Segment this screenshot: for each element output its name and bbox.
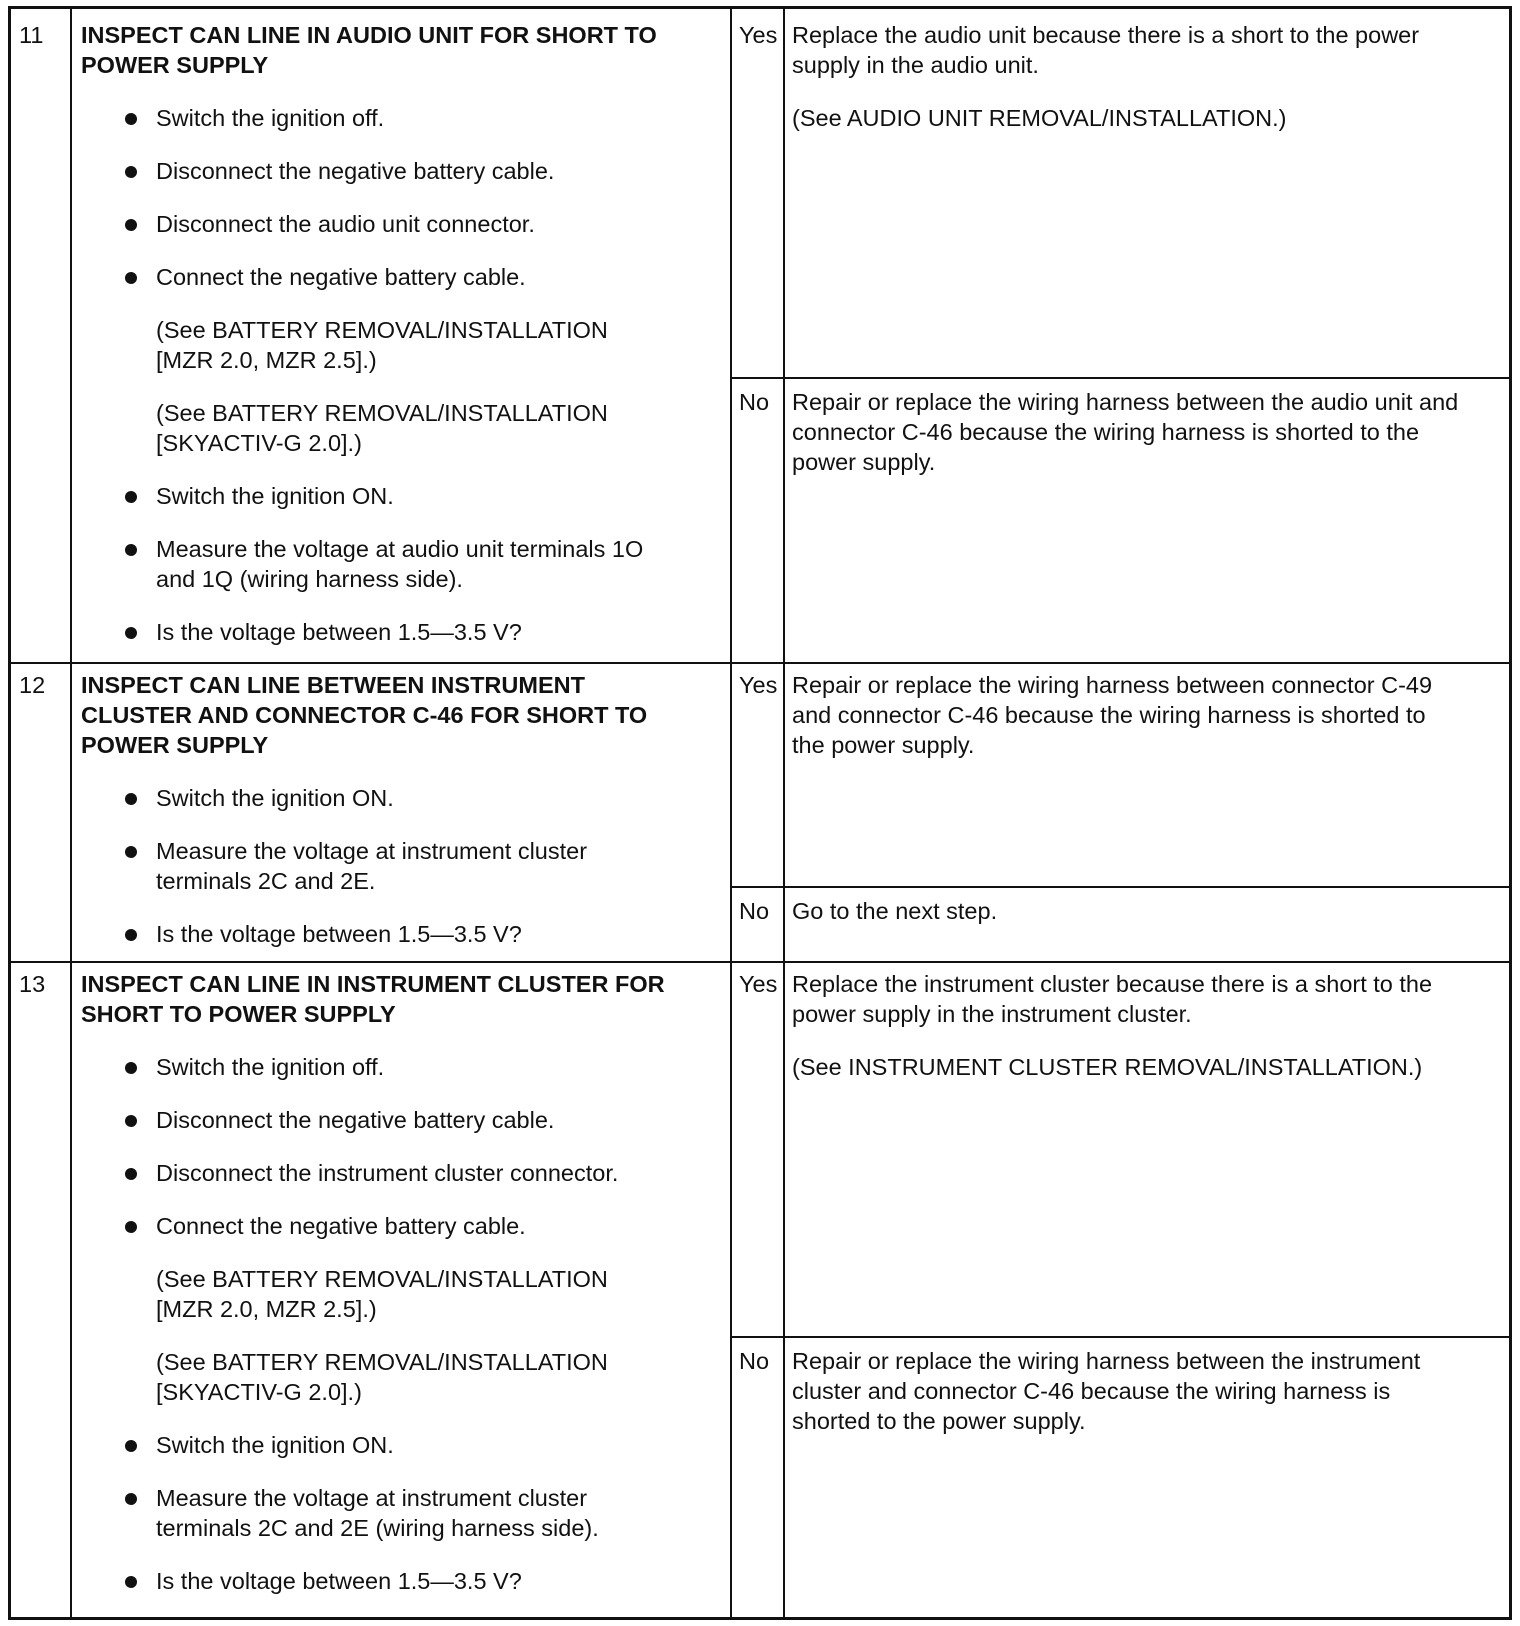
- step-title: INSPECT CAN LINE IN AUDIO UNIT FOR SHORT TO: [81, 22, 657, 48]
- step-number: 12: [19, 672, 46, 698]
- bullet-icon: [125, 1062, 137, 1074]
- step-title: POWER SUPPLY: [81, 732, 269, 758]
- reference-note: (See BATTERY REMOVAL/INSTALLATION: [156, 1266, 608, 1292]
- bullet-icon: [125, 219, 137, 231]
- bullet-icon: [125, 627, 137, 639]
- no-label: No: [739, 898, 770, 924]
- action-item: Measure the voltage at audio unit terminals 1O: [156, 536, 644, 562]
- no-result-text: power supply.: [792, 449, 936, 475]
- step-number: 13: [19, 971, 46, 997]
- bullet-icon: [125, 1221, 137, 1233]
- yes-label: Yes: [739, 971, 778, 997]
- no-label: No: [739, 389, 770, 415]
- action-item: and 1Q (wiring harness side).: [156, 566, 463, 592]
- step-title: POWER SUPPLY: [81, 52, 269, 78]
- bullet-icon: [125, 846, 137, 858]
- action-item: Is the voltage between 1.5—3.5 V?: [156, 921, 522, 947]
- bullet-icon: [125, 1115, 137, 1127]
- yes-no-divider: [730, 377, 1509, 379]
- action-item: Disconnect the negative battery cable.: [156, 1107, 555, 1133]
- step-divider-1: [11, 662, 1509, 664]
- yes-result-text: power supply in the instrument cluster.: [792, 1001, 1192, 1027]
- action-item: terminals 2C and 2E.: [156, 868, 376, 894]
- bullet-icon: [125, 929, 137, 941]
- no-result-text: connector C-46 because the wiring harness is shorted to the: [792, 419, 1420, 445]
- action-item: Switch the ignition ON.: [156, 483, 394, 509]
- yes-no-divider: [730, 1336, 1509, 1338]
- yes-result-text: and connector C-46 because the wiring harness is shorted to: [792, 702, 1426, 728]
- action-item: Switch the ignition off.: [156, 1054, 385, 1080]
- no-result-text: cluster and connector C-46 because the wiring harness is: [792, 1378, 1391, 1404]
- yes-result-text: Replace the audio unit because there is a short to the power: [792, 22, 1420, 48]
- yes-result-text: (See INSTRUMENT CLUSTER REMOVAL/INSTALLATION.): [792, 1054, 1423, 1080]
- bullet-icon: [125, 1576, 137, 1588]
- no-result-text: Repair or replace the wiring harness between the audio unit and: [792, 389, 1459, 415]
- action-item: Connect the negative battery cable.: [156, 264, 526, 290]
- action-item: Disconnect the instrument cluster connector.: [156, 1160, 619, 1186]
- reference-note: [SKYACTIV-G 2.0].): [156, 430, 362, 456]
- column-divider-number: [70, 9, 72, 1617]
- bullet-icon: [125, 1440, 137, 1452]
- reference-note: (See BATTERY REMOVAL/INSTALLATION: [156, 1349, 608, 1375]
- action-item: terminals 2C and 2E (wiring harness side).: [156, 1515, 599, 1541]
- reference-note: [MZR 2.0, MZR 2.5].): [156, 1296, 377, 1322]
- action-item: Is the voltage between 1.5—3.5 V?: [156, 619, 522, 645]
- diagnostic-procedure-table: [8, 6, 1512, 1620]
- bullet-icon: [125, 166, 137, 178]
- action-item: Is the voltage between 1.5—3.5 V?: [156, 1568, 522, 1594]
- yes-label: Yes: [739, 22, 778, 48]
- action-item: Connect the negative battery cable.: [156, 1213, 526, 1239]
- column-divider-action: [730, 9, 732, 1617]
- step-number: 11: [19, 22, 44, 48]
- step-title: SHORT TO POWER SUPPLY: [81, 1001, 396, 1027]
- bullet-icon: [125, 1168, 137, 1180]
- yes-no-divider: [730, 886, 1509, 888]
- action-item: Disconnect the negative battery cable.: [156, 158, 555, 184]
- action-item: Switch the ignition ON.: [156, 1432, 394, 1458]
- yes-result-text: Repair or replace the wiring harness between connector C-49: [792, 672, 1433, 698]
- yes-result-text: (See AUDIO UNIT REMOVAL/INSTALLATION.): [792, 105, 1287, 131]
- column-divider-result: [783, 9, 785, 1617]
- step-title: INSPECT CAN LINE IN INSTRUMENT CLUSTER FOR: [81, 971, 665, 997]
- no-result-text: Repair or replace the wiring harness between the instrument: [792, 1348, 1421, 1374]
- action-item: Switch the ignition off.: [156, 105, 385, 131]
- action-item: Measure the voltage at instrument cluster: [156, 838, 588, 864]
- reference-note: [SKYACTIV-G 2.0].): [156, 1379, 362, 1405]
- step-title: CLUSTER AND CONNECTOR C-46 FOR SHORT TO: [81, 702, 648, 728]
- yes-result-text: Replace the instrument cluster because there is a short to the: [792, 971, 1433, 997]
- bullet-icon: [125, 272, 137, 284]
- step-title: INSPECT CAN LINE BETWEEN INSTRUMENT: [81, 672, 585, 698]
- step-divider-2: [11, 961, 1509, 963]
- action-item: Disconnect the audio unit connector.: [156, 211, 535, 237]
- no-label: No: [739, 1348, 770, 1374]
- reference-note: (See BATTERY REMOVAL/INSTALLATION: [156, 317, 608, 343]
- reference-note: [MZR 2.0, MZR 2.5].): [156, 347, 377, 373]
- bullet-icon: [125, 793, 137, 805]
- action-item: Switch the ignition ON.: [156, 785, 394, 811]
- yes-result-text: the power supply.: [792, 732, 975, 758]
- no-result-text: Go to the next step.: [792, 898, 998, 924]
- bullet-icon: [125, 1493, 137, 1505]
- reference-note: (See BATTERY REMOVAL/INSTALLATION: [156, 400, 608, 426]
- yes-result-text: supply in the audio unit.: [792, 52, 1039, 78]
- no-result-text: shorted to the power supply.: [792, 1408, 1086, 1434]
- bullet-icon: [125, 491, 137, 503]
- bullet-icon: [125, 113, 137, 125]
- action-item: Measure the voltage at instrument cluster: [156, 1485, 588, 1511]
- yes-label: Yes: [739, 672, 778, 698]
- bullet-icon: [125, 544, 137, 556]
